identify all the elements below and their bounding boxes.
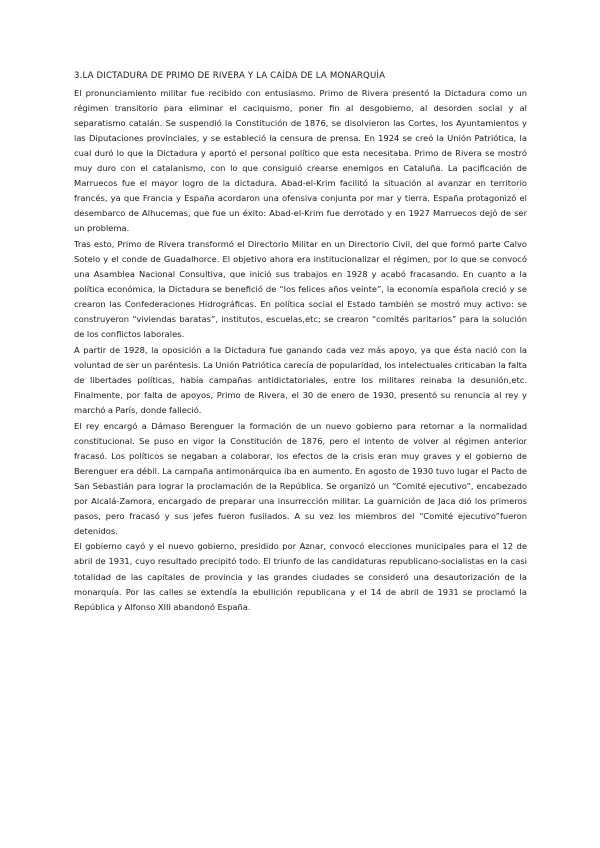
paragraph-republica: El gobierno cayó y el nuevo gobierno, presidido por Aznar, convocó elecciones municipales para el 12 de abril de 1931, cuyo resultado precipitó todo. El triunfo de las candidaturas republicano-socialistas en la casi totalidad de las capitales de provincia y las grandes ciudades se consideró una desautorización de la monarquía. Por las calles se extendía la ebullición republicana y el 14 de abril de 1931 se proclamó la República y Alfonso XIII abandonó España. xyxy=(74,541,527,612)
paragraph-directorio-civil: Tras esto, Primo de Rivera transformó el Directorio Militar en un Directorio Civil, del que formó parte Calvo Sotelo y el conde de Guadalhorce. El objetivo ahora era institucionalizar el régimen, por lo que se convocó una Asamblea Nacional Consultiva, que inició sus trabajos en 1928 y acabó fracasando. En cuanto a la política económica, la Dictadura se benefició de “los felices años veinte”, la economía española creció y se crearon las Confederaciones Hidrográficas. En política social el Estado también se mostró muy activo: se construyeron “viviendas baratas”, institutos, escuelas,etc; se crearon “comités paritarios” para la solución de los conflictos laborales. xyxy=(74,238,527,340)
paragraph-berenguer: El rey encargó a Dámaso Berenguer la formación de un nuevo gobierno para retornar a la normalidad constitucional. Se puso en vigor la Constitución de 1876, pero el intento de volver al régimen anterior fracasó. Los políticos se negaban a colaborar, los efectos de la crisis eran muy graves y el gobierno de Berenguer era débil. La campaña antimonárquica iba en aumento. En agosto de 1930 tuvo lugar el Pacto de San Sebastián para lograr la proclamación de la República. Se organizó un “Comité ejecutivo”, encabezado por Alcalá-Zamora, encargado de preparar una insurrección militar. La guarnición de Jaca dió los primeros pasos, pero fracasó y sus jefes fueron fusilados. A su vez los miembros del “Comité ejecutivo”fueron detenidos. xyxy=(74,420,527,536)
paragraph-oposicion: A partir de 1928, la oposición a la Dictadura fue ganando cada vez más apoyo, ya que ésta nació con la voluntad de ser un paréntesis. La Unión Patriótica carecía de popularidad, los intelectuales criticaban la falta de libertades políticas, había campañas antidictatoriales, entre los militares reinaba la desunión,etc. Finalmente, por falta de apoyos, Primo de Rivera, el 30 de enero de 1930, presentó su renuncia al rey y marchó a París, donde falleció. xyxy=(74,344,527,415)
paragraph-dictadura: El pronunciamiento militar fue recibido con entusiasmo. Primo de Rivera presentó la Dictadura como un régimen transitorio para eliminar el caciquismo, poner fin al desgobierno, al desorden social y al separatismo catalán. Se suspendió la Constitución de 1876, se disolvieron las Cortes, los Ayuntamientos y las Diputaciones provinciales, y se estableció la censura de prensa. En 1924 se creó la Unión Patriótica, la cual duró lo que la Dictadura y aportó el personal político que esta necesitaba. Primo de Rivera se mostró muy duro con el catalanismo, con lo que consiguió crearse enemigos en Cataluña. La pacificación de Marruecos fue el mayor logro de la dictadura. Abad-el-Krim facilitó la situación al avanzar en territorio francés, ya que Francia y España acordaron una ofensiva conjunta por mar y tierra. España protagonizó el desembarco de Alhucemas, que fue un éxito: Abad-el-Krim fue derrotado y en 1927 Marruecos dejó de ser un problema. xyxy=(74,88,527,234)
section-heading: 3.LA DICTADURA DE PRIMO DE RIVERA Y LA CAÍDA DE LA MONARQUÍA xyxy=(74,71,386,81)
document-page xyxy=(74,70,527,615)
